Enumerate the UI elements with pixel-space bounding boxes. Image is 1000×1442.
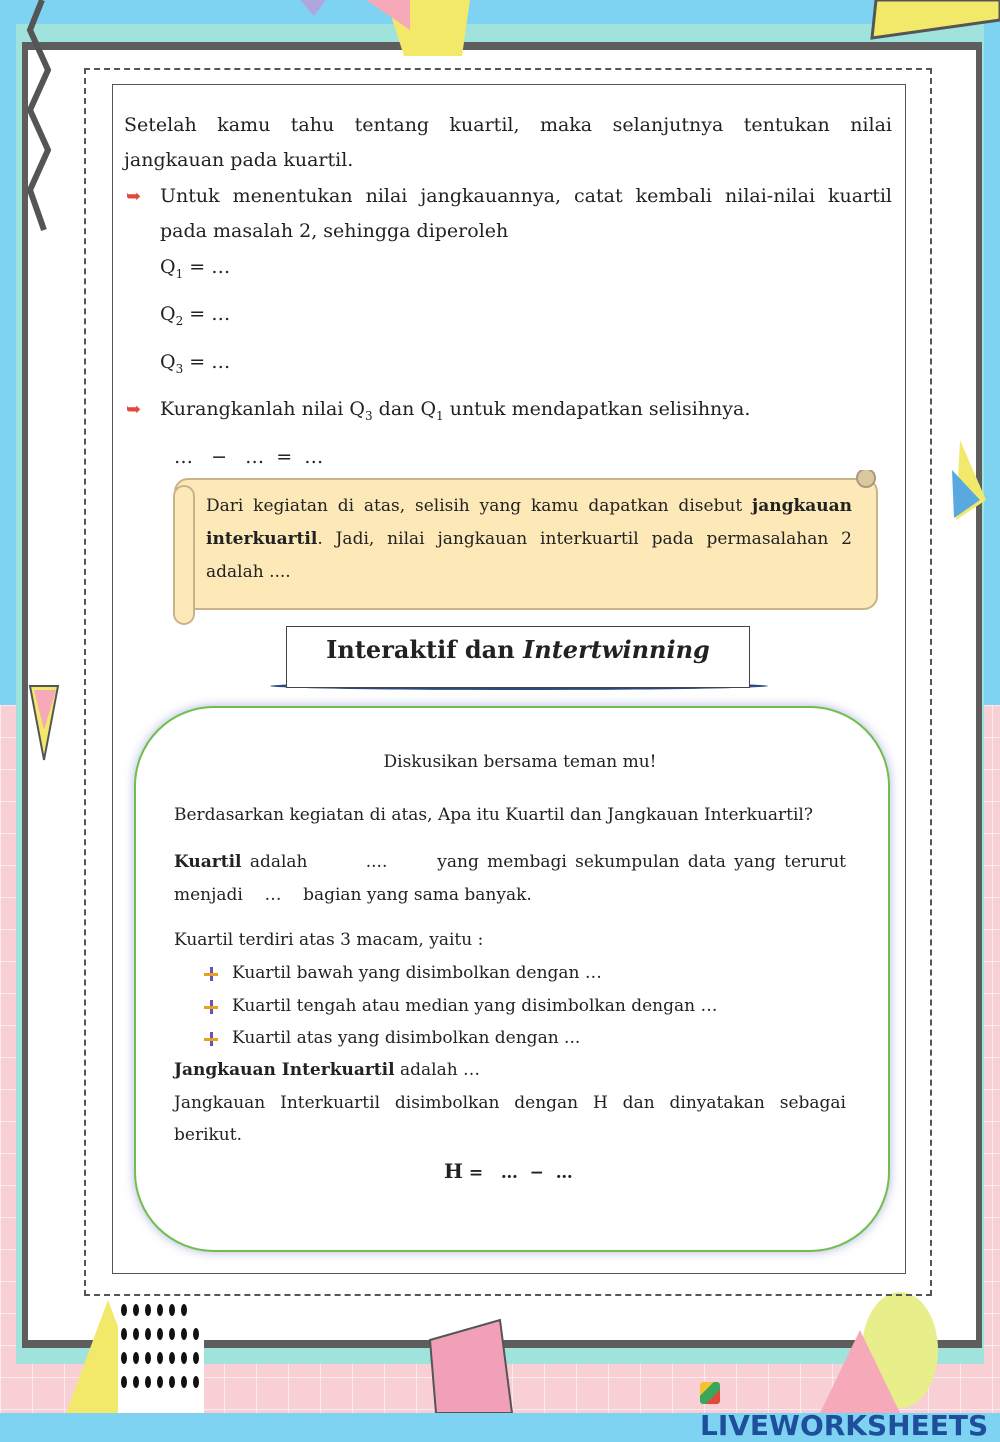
section-title (286, 626, 750, 688)
scroll-line-3: adalah .... (206, 562, 291, 582)
kuartil-type-item (204, 1022, 580, 1055)
step2-text-3: untuk mendapatkan selisihnya. (443, 398, 751, 420)
symbol-line-2: berikut. (174, 1125, 242, 1145)
intro-line-1: Setelah kamu tahu tentang kuartil, maka selanjutnya tentukan nilai (124, 114, 892, 136)
q3-row (160, 345, 230, 387)
scroll-line-2-text: . Jadi, nilai jangkauan interkuartil pada permasalahan 2 (317, 529, 852, 549)
kuartil-line-1-text: adalah .... yang membagi sekumpulan data yang terurut (241, 852, 846, 872)
discussion-question: Berdasarkan kegiatan di atas, Apa itu Kuartil dan Jangkauan Interkuartil? (174, 805, 813, 825)
kuartil-type-text: Kuartil tengah atau median yang disimbolkan dengan … (232, 996, 718, 1016)
zigzag-decoration (30, 0, 48, 230)
q3-value: = … (183, 351, 231, 373)
liveworksheets-logo[interactable] (700, 1376, 1000, 1442)
scroll-text (206, 490, 852, 589)
jangkauan-bold: Jangkauan Interkuartil (174, 1060, 395, 1080)
q1-value: = … (183, 256, 231, 278)
step1-line-2: pada masalah 2, sehingga diperoleh (160, 220, 509, 242)
scroll-bold-term: jangkauan (752, 496, 852, 516)
purple-shape-top (300, 0, 326, 16)
logo-icon (700, 1382, 720, 1404)
kuartil-type-text: Kuartil atas yang disimbolkan dengan ... (232, 1028, 581, 1048)
q1-label: Q (160, 256, 176, 278)
q2-label: Q (160, 303, 176, 325)
kuartil-type-item (204, 990, 717, 1023)
step2-text-2: dan Q (372, 398, 437, 420)
plus-bullet-icon (204, 967, 218, 981)
step2-sub-1: 1 (436, 408, 444, 423)
q3-subscript: 3 (175, 361, 184, 376)
step2-line (160, 392, 750, 434)
formula-h (444, 1155, 573, 1190)
q2-value: = … (183, 303, 231, 325)
scroll-bold-term-2: interkuartil (206, 529, 318, 549)
section-title-italic: Intertwinning (523, 635, 710, 664)
kuartil-types-intro: Kuartil terdiri atas 3 macam, yaitu : (174, 930, 484, 950)
yellow-shape-corner (872, 0, 1000, 38)
scroll-line-1-text: Dari kegiatan di atas, selisih yang kamu dapatkan disebut (206, 496, 753, 516)
symbol-line-1: Jangkauan Interkuartil disimbolkan dengan H dan dinyatakan sebagai (174, 1093, 846, 1113)
discussion-heading: Diskusikan bersama teman mu! (383, 752, 657, 772)
q3-label: Q (160, 351, 176, 373)
formula-h-symbol: H (444, 1159, 463, 1183)
brand-text: LIVEWORKSHEETS (700, 1409, 989, 1442)
kuartil-definition-line-2: menjadi … bagian yang sama banyak. (174, 885, 532, 905)
q2-subscript: 2 (175, 313, 184, 328)
q2-row (160, 297, 230, 339)
scroll-line-1 (206, 490, 852, 523)
pink-block-bottom (430, 1320, 512, 1413)
q1-row (160, 250, 230, 292)
step1-line-1: Untuk menentukan nilai jangkauannya, catat kembali nilai-nilai kuartil (160, 185, 892, 207)
arrow-bullet-icon: ➥ (126, 186, 142, 207)
q1-subscript: 1 (175, 266, 184, 281)
kuartil-bold: Kuartil (174, 852, 242, 872)
kuartil-type-text: Kuartil bawah yang disimbolkan dengan … (232, 963, 602, 983)
jangkauan-rest: adalah … (394, 1060, 481, 1080)
section-title-text: Interaktif dan (326, 635, 524, 664)
step2-text-1: Kurangkanlah nilai Q (160, 398, 365, 420)
equation-blank: … − … = … (174, 446, 324, 468)
plus-bullet-icon (204, 1032, 218, 1046)
formula-h-rest: = … − … (462, 1163, 573, 1183)
jangkauan-definition (174, 1054, 480, 1087)
kuartil-type-item (204, 957, 602, 990)
step2-sub-3: 3 (365, 408, 373, 423)
arrow-bullet-icon: ➥ (126, 399, 142, 420)
kuartil-definition-line-1 (174, 846, 846, 879)
scroll-line-2 (206, 523, 852, 556)
intro-line-2: jangkauan pada kuartil. (124, 149, 354, 171)
plus-bullet-icon (204, 1000, 218, 1014)
